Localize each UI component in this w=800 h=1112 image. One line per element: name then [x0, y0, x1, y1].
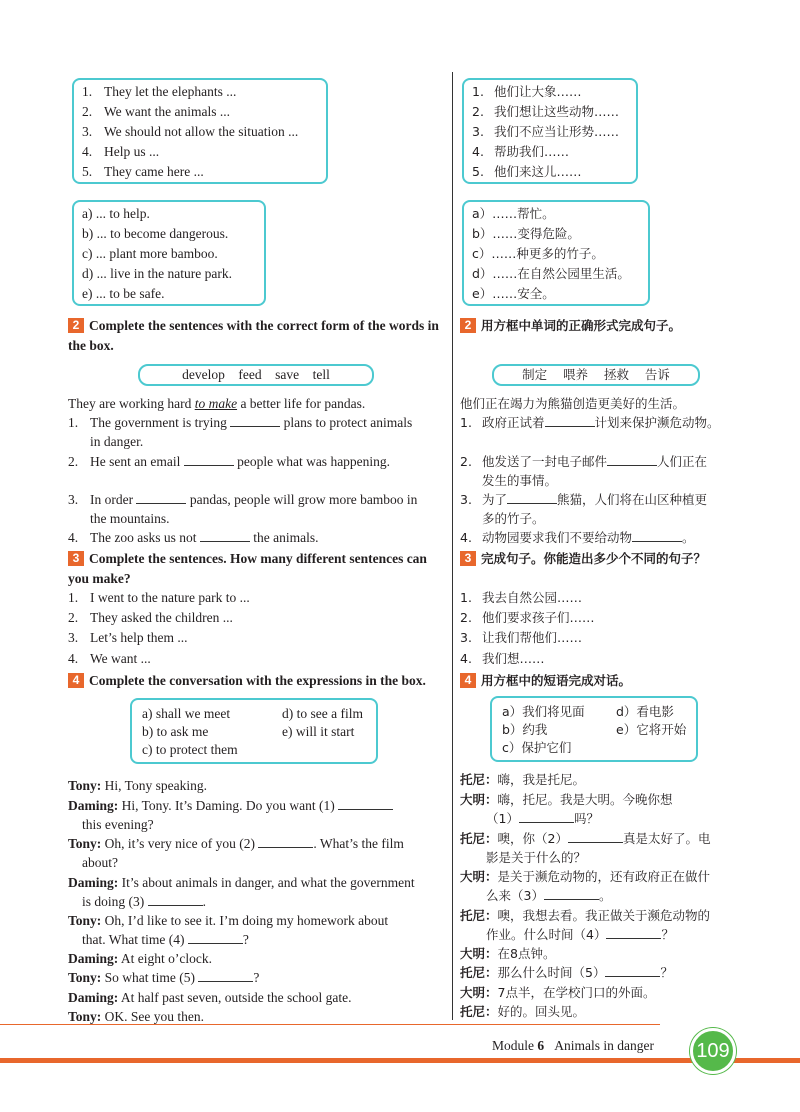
ex2-item-3-cont: the mountains.	[90, 511, 170, 526]
ex2-item-4-zh: 4. 动物园要求我们不要给动物 。	[460, 530, 695, 545]
dialog-line-zh: 大明：在8点钟。	[460, 946, 556, 961]
ex3-item: 4. We want ...	[68, 651, 151, 666]
dialog-line-zh: 大明：嗨，托尼。我是大明。今晚你想	[460, 792, 673, 807]
dialog-line-zh: 托尼：嗨，我是托尼。	[460, 772, 586, 787]
ex3-item-zh: 3. 让我们帮他们……	[460, 630, 583, 645]
ex2-item-3-zh-cont: 多的竹子。	[482, 511, 545, 526]
matching-box-sentences: 1. They let the elephants ... 2. We want the animals ... 3. We should not allow the situation ... 4. Help us ... 5. They came here ...	[72, 78, 328, 184]
ex2-title: 2 Complete the sentences with the correct form of the words in	[68, 316, 439, 336]
column-divider	[452, 72, 453, 1020]
matching-box-sentences-zh: 1. 他们让大象…… 2. 我们想让这些动物…… 3. 我们不应当让形势…… 4. 帮助我们…… 5. 他们来这儿……	[462, 78, 638, 184]
answer-blank[interactable]	[258, 834, 313, 848]
dialog-line-zh: 大明：是关于濒危动物的，还有政府正在做什	[460, 869, 711, 884]
ex2-word-box: develop feed save tell	[138, 364, 374, 386]
answer-blank[interactable]	[545, 413, 595, 427]
dialog-line-zh-cont: （1） 吗？	[486, 811, 599, 826]
answer-blank[interactable]	[605, 963, 660, 977]
ex3-item-zh: 2. 他们要求孩子们……	[460, 610, 595, 625]
ex4-expression-box-zh: a）我们将见面 b）约我 c）保护它们 d）看电影 e）它将开始	[490, 696, 698, 762]
ex2-item-1: 1. The government is trying plans to protect animals	[68, 415, 413, 430]
dialog-line: Tony: Hi, Tony speaking.	[68, 778, 207, 793]
answer-blank[interactable]	[338, 796, 393, 810]
answer-blank[interactable]	[519, 809, 574, 823]
dialog-line: Daming: Hi, Tony. It’s Daming. Do you want (1)	[68, 796, 393, 816]
answer-blank[interactable]	[544, 886, 599, 900]
ex4-expression-box: a) shall we meet b) to ask me c) to protect them d) to see a film e) will it start	[130, 698, 378, 764]
ex3-title-zh: 3 完成句子。你能造出多少个不同的句子？	[460, 549, 706, 569]
dialog-line-zh: 托尼：好的。回头见。	[460, 1004, 586, 1019]
answer-blank[interactable]	[230, 413, 280, 427]
ex2-example: They are working hard to make a better life for pandas.	[68, 396, 366, 411]
ex4-title-zh: 4 用方框中的短语完成对话。	[460, 671, 631, 691]
matching-box-endings-zh: a）……帮忙。 b）……变得危险。 c）……种更多的竹子。 d）……在自然公园里生活。 e）……安全。	[462, 200, 650, 306]
ex3-title: 3 Complete the sentences. How many different sentences can	[68, 549, 427, 569]
answer-blank[interactable]	[188, 930, 243, 944]
ex3-item: 2. They asked the children ...	[68, 610, 233, 625]
dialog-line: Daming: At half past seven, outside the school gate.	[68, 990, 352, 1005]
answer-blank[interactable]	[200, 528, 250, 542]
ex2-item-2-zh: 2. 他发送了一封电子邮件 人们正在	[460, 454, 708, 469]
dialog-line: Tony: OK. See you then.	[68, 1009, 205, 1024]
answer-blank[interactable]	[606, 925, 661, 939]
dialog-line-zh-cont: 么来（3） 。	[486, 888, 612, 903]
ex2-item-4: 4. The zoo asks us not the animals.	[68, 530, 319, 545]
answer-blank[interactable]	[148, 892, 203, 906]
ex3-title-cont: you make?	[68, 571, 131, 586]
ex2-item-1-cont: in danger.	[90, 434, 144, 449]
footer-rule-thin	[0, 1024, 660, 1025]
ex2-item-3: 3. In order pandas, people will grow more bamboo in	[68, 492, 418, 507]
footer-module: Module 6 Animals in danger	[492, 1038, 654, 1053]
ex3-item: 3. Let’s help them ...	[68, 630, 188, 645]
dialog-line: Daming: It’s about animals in danger, and what the government	[68, 875, 415, 890]
ex3-item: 1. I went to the nature park to ...	[68, 590, 250, 605]
dialog-line: Tony: Oh, I’d like to see it. I’m doing my homework about	[68, 913, 389, 928]
ex2-item-2: 2. He sent an email people what was happening.	[68, 454, 391, 469]
answer-blank[interactable]	[136, 490, 186, 504]
ex2-example-zh: 他们正在竭力为熊猫创造更美好的生活。	[460, 396, 686, 411]
dialog-line-zh-cont: 作业。什么时间（4） ？	[486, 927, 674, 942]
dialog-line: Tony: So what time (5) ?	[68, 970, 260, 985]
dialog-line-cont: is doing (3) .	[82, 894, 206, 909]
ex3-item-zh: 1. 我去自然公园……	[460, 590, 583, 605]
dialog-line-zh: 大明：7点半，在学校门口的外面。	[460, 985, 656, 1000]
ex2-item-2-zh-cont: 发生的事情。	[482, 473, 558, 488]
ex2-title-zh: 2 用方框中单词的正确形式完成句子。	[460, 316, 681, 336]
ex4-title: 4 Complete the conversation with the expressions in the box.	[68, 671, 426, 691]
matching-box-endings: a) ... to help. b) ... to become dangerous. c) ... plant more bamboo. d) ... live in the nature park. e) ... to be safe.	[72, 200, 266, 306]
dialog-line-cont: about?	[82, 855, 118, 870]
answer-blank[interactable]	[607, 452, 657, 466]
answer-blank[interactable]	[198, 968, 253, 982]
ex2-item-3-zh: 3. 为了 熊猫，人们将在山区种植更	[460, 492, 708, 507]
dialog-line-zh: 托尼：那么什么时间（5） ？	[460, 965, 673, 980]
answer-blank[interactable]	[568, 829, 623, 843]
ex2-item-1-zh: 1. 政府正试着 计划来保护濒危动物。	[460, 415, 720, 430]
answer-blank[interactable]	[184, 452, 234, 466]
dialog-line-zh: 托尼：噢，你（2） 真是太好了。电	[460, 831, 711, 846]
footer-rule	[0, 1058, 800, 1063]
answer-blank[interactable]	[507, 490, 557, 504]
dialog-line-cont: that. What time (4) ?	[82, 932, 249, 947]
dialog-line-zh-cont: 影是关于什么的？	[486, 850, 587, 865]
answer-blank[interactable]	[632, 528, 682, 542]
ex2-title-cont: the box.	[68, 338, 114, 353]
dialog-line: Tony: Oh, it’s very nice of you (2) . What’s the film	[68, 836, 404, 851]
page-number: 109	[690, 1028, 736, 1074]
ex2-word-box-zh: 制定 喂养 拯救 告诉	[492, 364, 700, 386]
dialog-line-zh: 托尼：噢，我想去看。我正做关于濒危动物的	[460, 908, 711, 923]
ex3-item-zh: 4. 我们想……	[460, 651, 545, 666]
dialog-line: Daming: At eight o’clock.	[68, 951, 212, 966]
dialog-line-cont: this evening?	[82, 817, 154, 832]
